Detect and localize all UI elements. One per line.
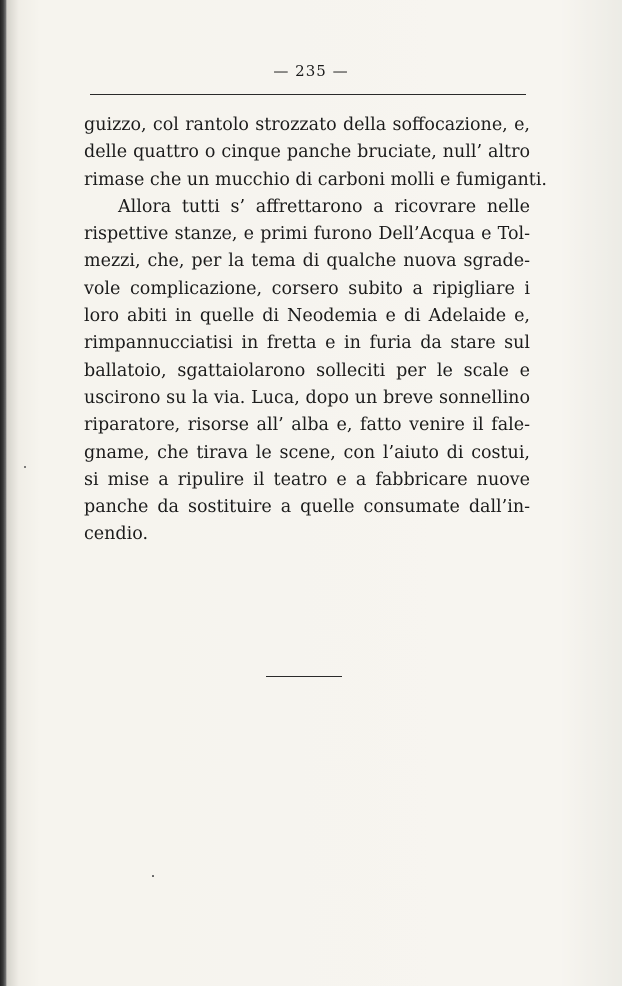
text-line: si mise a ripulire il teatro e a fabbricare nuove [84,469,530,490]
paragraph-start-line: Allora tutti s’ affrettarono a ricovrare nelle [118,196,530,217]
text-line: vole complicazione, corsero subito a ripigliare i [84,278,530,299]
text-line: gname, che tirava le scene, con l’aiuto di costui, [84,442,530,463]
text-line: panche da sostituire a quelle consumate dall’in- [84,497,530,518]
text-line: rimase che un mucchio di carboni molli e fumiganti. [84,169,547,190]
text-line: uscirono su la via. Luca, dopo un breve sonnellino [84,387,530,408]
chapter-end-rule [266,676,342,677]
paper-speck [24,466,26,468]
text-line: guizzo, col rantolo strozzato della soffocazione, e, [84,115,530,135]
text-line: rispettive stanze, e primi furono Dell’Acqua e Tol- [84,224,530,245]
page-number: — 235 — [273,62,349,80]
text-line: rimpannucciatisi in fretta e in furia da stare sul [84,333,530,354]
text-line: delle quattro o cinque panche bruciate, null’ altro [84,142,530,163]
text-line: riparatore, risorse all’ alba e, fatto venire il fale- [84,415,530,436]
binding-edge [0,0,7,986]
text-line: ballatoio, sgattaiolarono solleciti per le scale e [84,360,530,381]
last-text-line: cendio. [84,524,149,545]
body-text [84,112,547,549]
binding-shadow [7,0,19,986]
text-line: loro abiti in quelle di Neodemia e di Adelaide e, [84,306,530,327]
text-line: mezzi, che, per la tema di qualche nuova sgrade- [84,251,530,272]
header-rule [90,94,526,95]
paper-speck [152,875,154,877]
